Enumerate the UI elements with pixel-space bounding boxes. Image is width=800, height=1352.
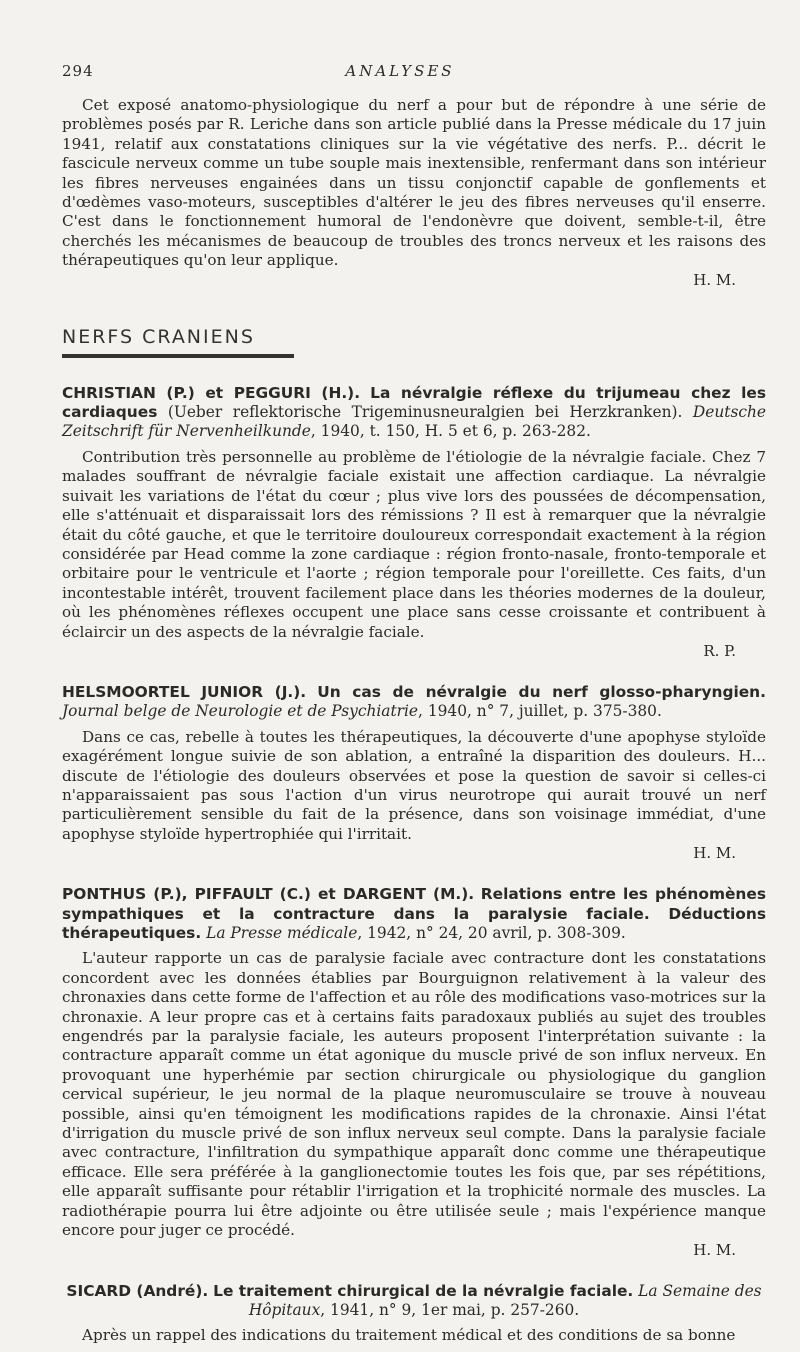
entry-title: La névralgie réflexe du trijumeau chez les cardiaques [62, 383, 766, 422]
entry-heading [62, 384, 766, 442]
entry-body [62, 1326, 766, 1345]
abstract-entry [62, 1282, 766, 1346]
entry-body [62, 728, 766, 863]
entry-journal: Deutsche Zeitschrift für Nervenheilkunde [62, 403, 766, 441]
entry-heading [62, 683, 766, 722]
running-title: ANALYSES [345, 62, 455, 80]
entry-text: Dans ce cas, rebelle à toutes les thérapeutiques, la découverte d'une apophyse styloïde exagérément longue suivie de son ablation, a entraîné la disparition des douleurs. H... discute de l'étiologie des douleurs observées et pose la question de savoir si celles-ci n'apparaissaient pas sous l'action d'un virus neurotrope qui aurait trouvé un nerf particulièrement sensible du fait de la présence, dans son voisinage immédiat, d'une apophyse styloïde hypertrophiée qui l'irritait. [62, 727, 766, 843]
entry-title: Un cas de névralgie du nerf glosso-pharyngien. [317, 682, 766, 701]
entry-details: , 1941, n° 9, 1er mai, p. 257-260. [320, 1300, 580, 1319]
entry-body [62, 448, 766, 661]
entry-reference: (Ueber reflektorische Trigeminusneuralgien bei Herzkranken). [157, 403, 693, 422]
section-title: NERFS CRANIENS [62, 325, 255, 348]
entry-heading [62, 885, 766, 943]
page-content [62, 96, 766, 1346]
entry-text: Après un rappel des indications du traitement médical et des conditions de sa bonne [82, 1326, 736, 1345]
abstract-entry [62, 885, 766, 1259]
abstract-entry [62, 384, 766, 661]
entry-text: Contribution très personnelle au problème de l'étiologie de la névralgie faciale. Chez 7 malades souffrant de névralgie faciale existait une affection cardiaque. La névralgie suivait les variations de l'état du cœur ; plus vive lors des poussées de décompensation, elle s'atténuait et disparaissait lors des rémissions ? Il est à remarquer que la névralgie était du côté gauche, et que le territoire douloureux correspondait exactement à la région considérée par Head comme la zone cardiaque : région fronto-nasale, fronto-temporale et orbitaire pour le ventricule et l'aorte ; région temporale pour l'oreillette. Ces faits, d'un incontestable intérêt, trouvent facilement place dans les théories modernes de la douleur, où les phénomènes réflexes occupent une place sans cesse croissante et contribuent à éclaircir un des aspects de la névralgie faciale. [62, 447, 766, 641]
intro-paragraph: Cet exposé anatomo-physiologique du nerf a pour but de répondre à une série de problèmes posés par R. Leriche dans son article publié dans la Presse médicale du 17 juin 1941, relatif aux constatations cliniques sur la vie végétative des nerfs. P... décrit le fascicule nerveux comme un tube souple mais inextensible, renfermant dans son intérieur les fibres nerveuses engainées dans un tissu conjonctif capable de gonflements et d'œdèmes vaso-moteurs, susceptibles d'altérer le jeu des fibres nerveuses qu'il enserre. C'est dans le fonctionnement humoral de l'endonèvre que doivent, semble-t-il, être cherchés les mécanismes de beaucoup de troubles des troncs nerveux et les raisons des thérapeutiques qu'on leur applique. [62, 96, 766, 270]
entry-title: Relations entre les phénomènes sympathiques et la contracture dans la paralysie faciale. Déductions thérapeutiques. [62, 885, 766, 942]
entry-details: , 1942, n° 24, 20 avril, p. 308-309. [357, 924, 626, 942]
section-rule [62, 354, 294, 358]
running-head [0, 62, 800, 84]
entry-signature: H. M. [693, 1240, 736, 1259]
entry-signature: R. P. [703, 641, 736, 660]
entry-title: Le traitement chirurgical de la névralgie faciale. [213, 1281, 634, 1300]
entry-text: L'auteur rapporte un cas de paralysie faciale avec contracture dont les constatations concordent avec les données établies par Bourguignon relativement à la valeur des chronaxies dans cette forme de l'affection et au rôle des modifications vaso-motrices sur la chronaxie. A leur propre cas et à certains faits paradoxaux publiés au sujet des troubles engendrés par la paralysie faciale, les auteurs proposent l'interprétation suivante : la contracture apparaît comme un état agonique du muscle privé de son influx nerveux. En provoquant une hyperhémie par section chirurgicale ou physiologique du ganglion cervical supérieur, le jeu normal de la plaque neuromusculaire se trouve à nouveau possible, ainsi qu'en témoignent les modifications rapides de la chronaxie. Ainsi l'état d'irrigation du muscle privé de son influx nerveux seul compte. Dans la paralysie faciale avec contracture, l'infiltration du sympathique apparaît donc comme une thérapeutique efficace. Elle sera préférée à la ganglionectomie toutes les fois que, par ses répétitions, elle apparaît suffisante pour rétablir l'irrigation et la trophicité normale des muscles. La radiothérapie pourra lui être adjointe ou être utilisée seule ; mais l'expérience manque encore pour juger ce procédé. [62, 949, 766, 1240]
abstract-entry [62, 683, 766, 863]
entry-heading [62, 1282, 766, 1321]
entry-authors: HELSMOORTEL JUNIOR (J.). [62, 682, 307, 701]
entry-signature: H. M. [693, 844, 736, 863]
intro-signature: H. M. [693, 270, 736, 289]
entry-details: , 1940, n° 7, juillet, p. 375-380. [418, 702, 662, 721]
page-number: 294 [62, 62, 94, 80]
entry-journal: Journal belge de Neurologie et de Psychiatrie [62, 702, 419, 721]
entry-authors: CHRISTIAN (P.) et PEGGURI (H.). [62, 383, 361, 402]
entry-journal: La Semaine des Hôpitaux [248, 1281, 762, 1319]
entry-details: , 1940, t. 150, H. 5 et 6, p. 263-282. [310, 422, 591, 441]
entry-authors: PONTHUS (P.), PIFFAULT (C.) et DARGENT (M.). [62, 885, 475, 904]
entry-journal: La Presse médicale [206, 924, 358, 942]
entry-body [62, 949, 766, 1259]
entry-authors: SICARD (André). [66, 1281, 209, 1300]
